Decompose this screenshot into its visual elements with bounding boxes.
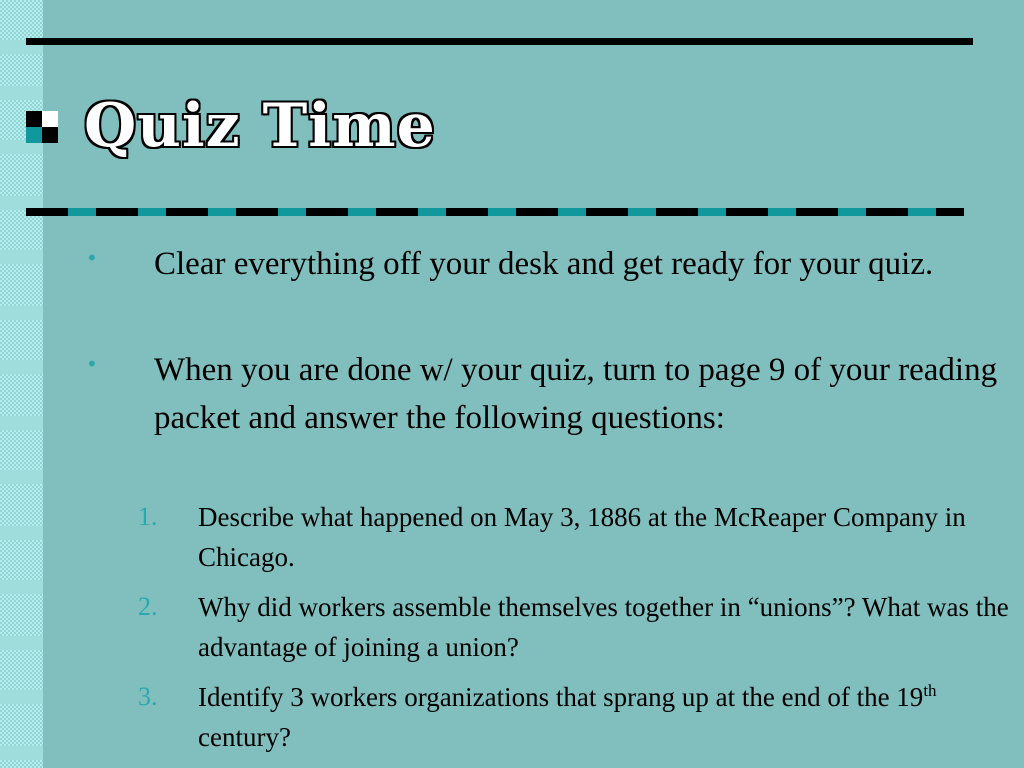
bullet-text: When you are done w/ your quiz, turn to page 9 of your reading packet and answer the following questions:	[154, 352, 998, 436]
question-text-end: century?	[198, 722, 291, 752]
dot-bullet-icon: •	[86, 246, 98, 270]
question-number: 3.	[138, 682, 158, 711]
question-text-start: Identify 3 workers organizations that sprang up at the end of the 19	[198, 682, 924, 712]
question-text: Why did workers assemble themselves together in “unions”? What was the advantage of joining a union?	[198, 592, 1009, 662]
side-strip-band	[0, 86, 43, 100]
side-strip-band	[0, 690, 43, 704]
dashed-divider-line	[26, 208, 964, 216]
slide-title: Quiz Time	[84, 91, 436, 161]
dot-bullet-icon: •	[86, 352, 98, 376]
ordinal-superscript: th	[923, 681, 937, 700]
top-divider-line	[26, 38, 973, 45]
checker-square-bullet-icon	[26, 111, 58, 143]
question-text: Describe what happened on May 3, 1886 at the McReaper Company in Chicago.	[198, 502, 966, 572]
side-strip-band	[0, 306, 43, 320]
side-strip-band	[0, 526, 43, 540]
side-strip-band	[0, 250, 43, 264]
side-strip-band	[0, 746, 43, 760]
side-strip-band	[0, 360, 43, 374]
side-strip-band	[0, 416, 43, 430]
bullet-text: Clear everything off your desk and get ready for your quiz.	[154, 246, 934, 282]
question-number: 2.	[138, 592, 158, 621]
question-text	[198, 677, 1018, 757]
question-number: 1.	[138, 502, 158, 531]
side-strip-band	[0, 636, 43, 650]
side-strip-band	[0, 580, 43, 594]
side-strip-band	[0, 470, 43, 484]
